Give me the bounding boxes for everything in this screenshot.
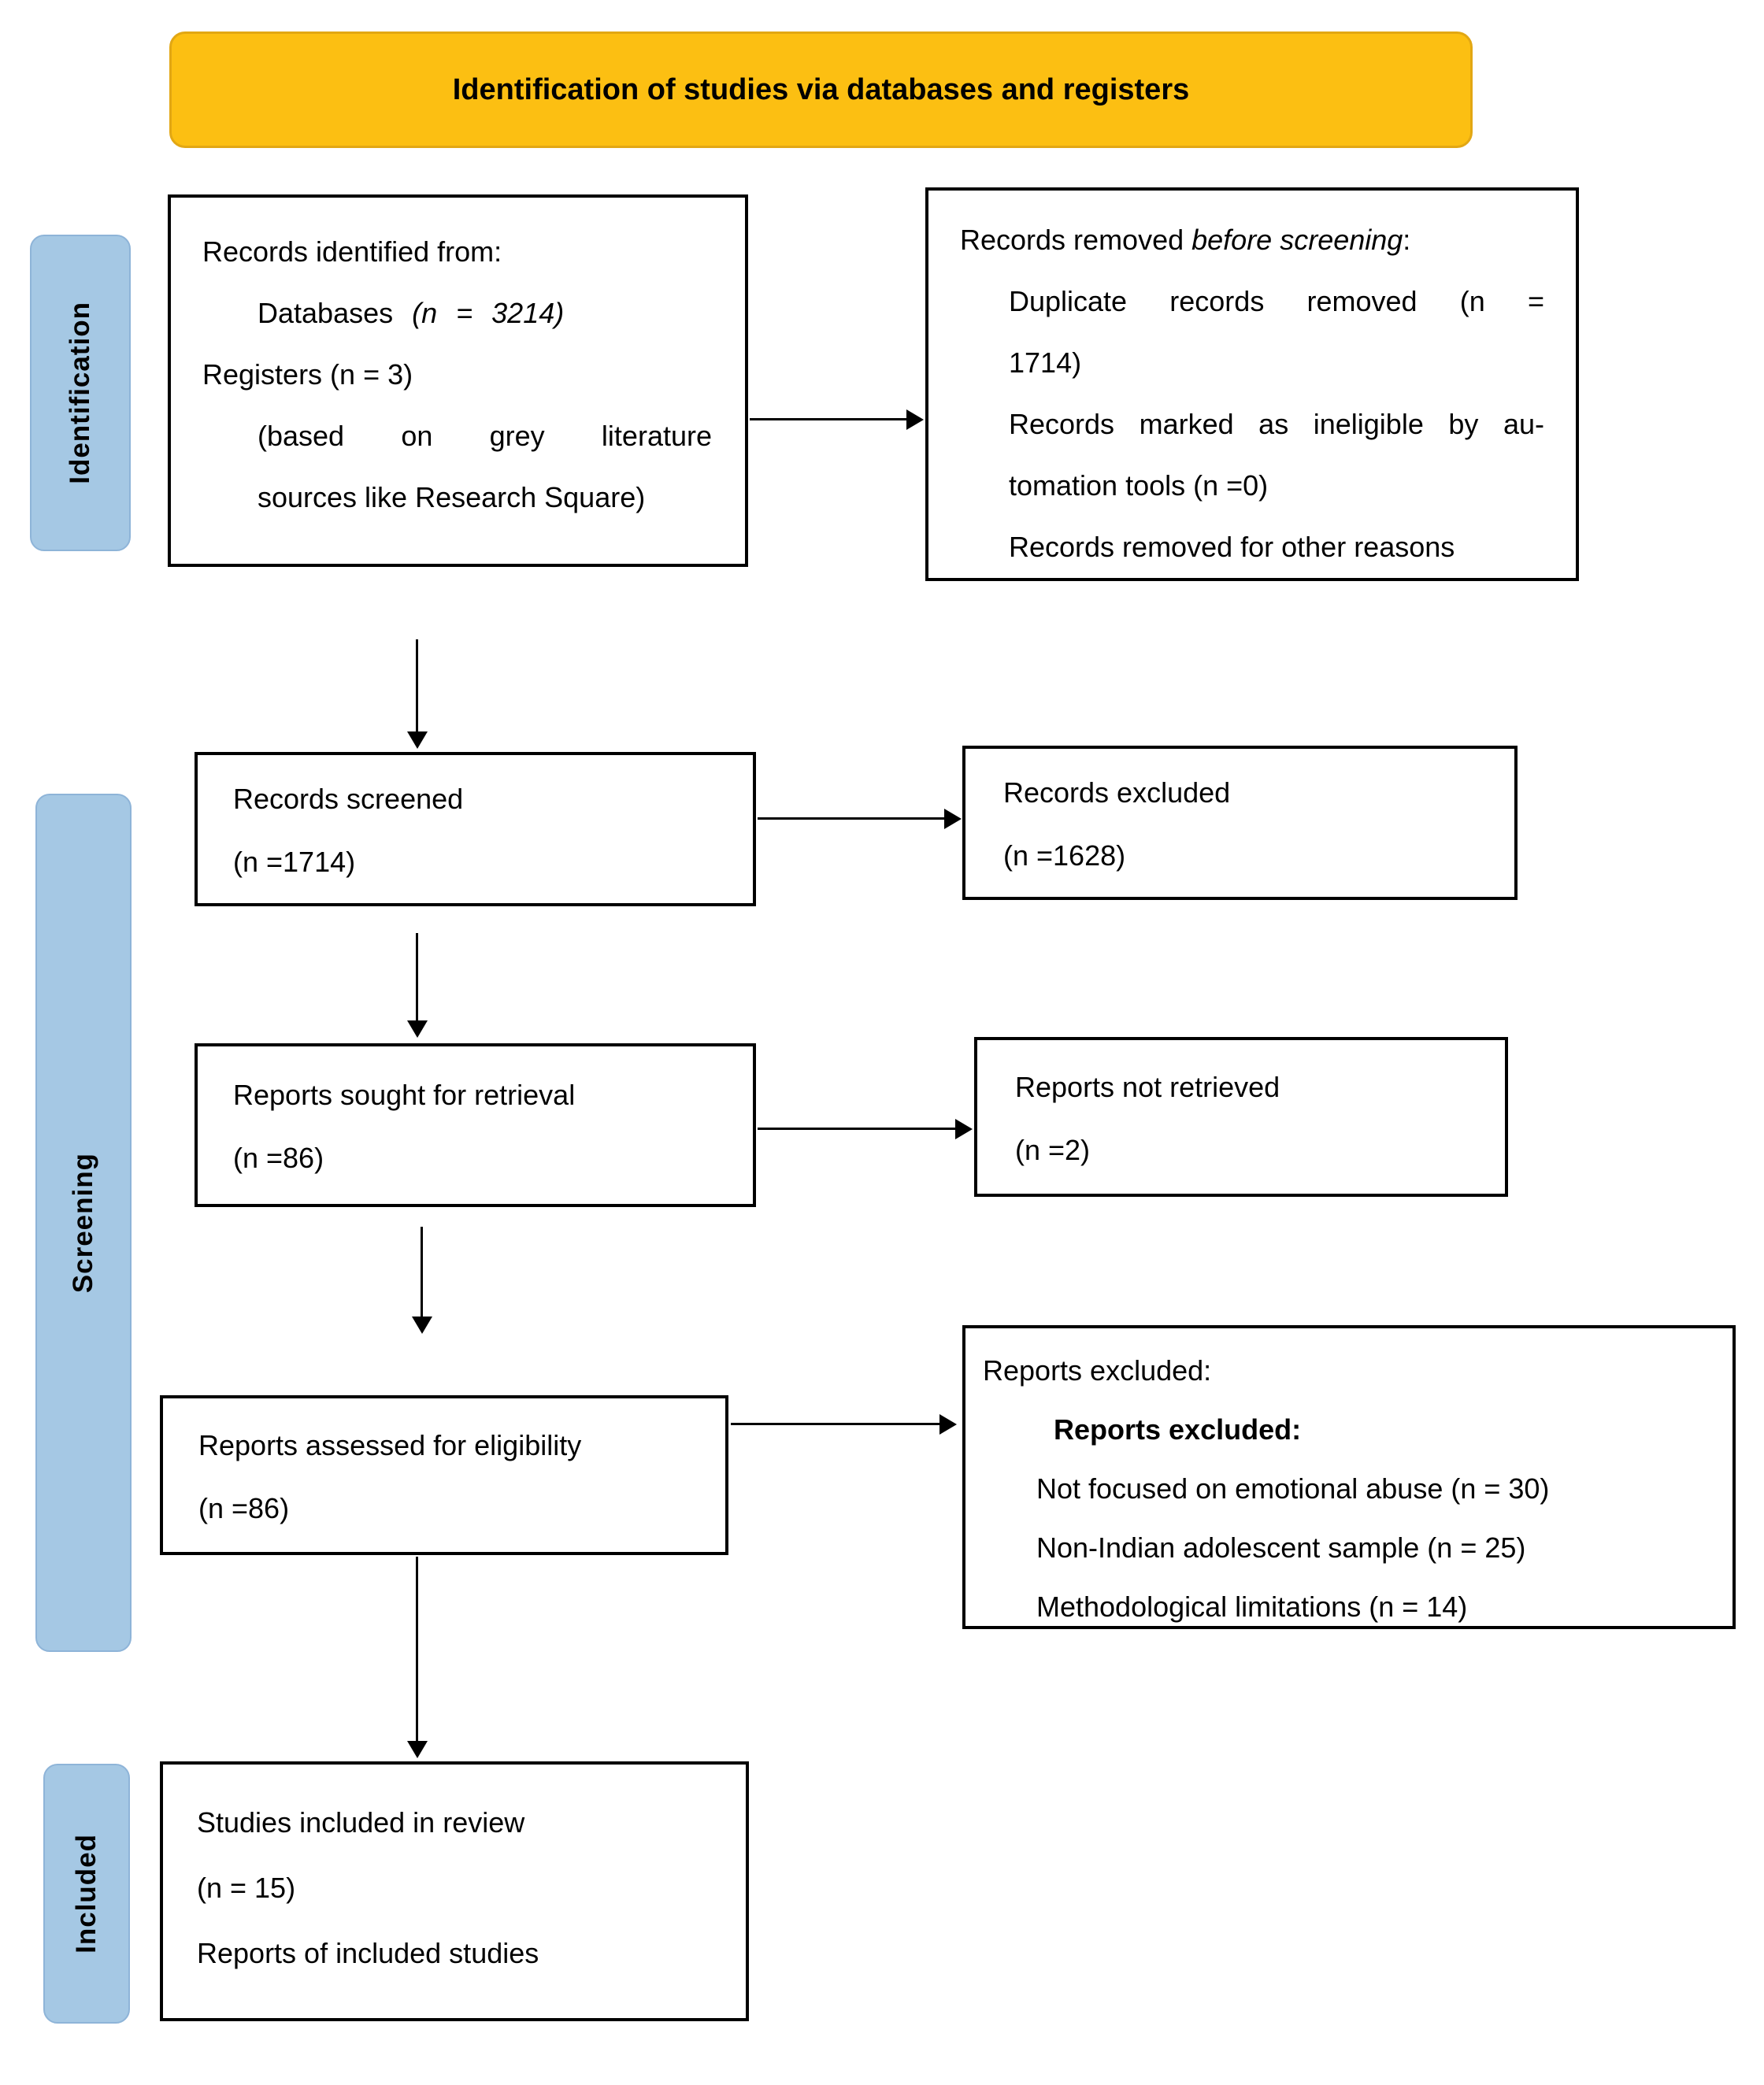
arrow-screened-to-sought <box>416 933 418 1021</box>
reports-not-retrieved-count: (n =2) <box>1015 1134 1091 1166</box>
records-identified-line2 <box>258 283 712 344</box>
records-screened-line1: Records screened <box>233 783 464 815</box>
reports-sought-line1: Reports sought for retrieval <box>233 1079 576 1111</box>
box-reports-not-retrieved <box>974 1037 1508 1197</box>
records-removed-title-suffix: : <box>1403 224 1411 256</box>
reports-not-retrieved-line1: Reports not retrieved <box>1015 1071 1280 1103</box>
records-removed-title-italic: before screening <box>1191 224 1403 256</box>
arrow-assessed-to-reports-excluded <box>731 1423 940 1425</box>
reports-excluded-line2: Reports excluded: <box>1054 1413 1302 1446</box>
studies-included-line1: Studies included in review <box>197 1806 525 1839</box>
records-screened-count: (n =1714) <box>233 846 356 878</box>
arrow-sought-to-assessed <box>421 1227 423 1317</box>
stage-label-identification-text: Identification <box>65 302 95 484</box>
records-removed-title-prefix: Records removed <box>960 224 1192 256</box>
records-removed-item2-line2: tomation tools (n =0) <box>1009 469 1269 502</box>
records-removed-item2-line1: Records marked as ineligible by au- <box>1009 408 1544 440</box>
diagram-title: Identification of studies via databases and registers <box>169 31 1473 148</box>
reports-assessed-count: (n =86) <box>198 1492 290 1524</box>
records-identified-line5: sources like Research Square) <box>258 481 646 513</box>
box-records-removed <box>925 187 1579 581</box>
databases-count: (n = 3214) <box>412 297 565 329</box>
box-records-identified <box>168 194 748 567</box>
stage-label-screening-text: Screening <box>68 1152 98 1294</box>
stage-label-identification <box>30 235 131 551</box>
records-removed-item1-line1: Duplicate records removed (n = <box>1009 285 1544 317</box>
stage-label-screening <box>35 794 132 1652</box>
records-identified-line3: Registers (n = 3) <box>202 358 413 391</box>
studies-included-line3: Reports of included studies <box>197 1937 539 1969</box>
arrow-screened-to-excluded <box>758 817 945 820</box>
reports-excluded-item2: Non-Indian adolescent sample (n = 25) <box>1036 1531 1526 1564</box>
box-reports-assessed <box>160 1395 728 1555</box>
stage-label-included <box>43 1764 130 2024</box>
box-records-excluded <box>962 746 1518 900</box>
box-reports-sought <box>195 1043 756 1207</box>
box-studies-included <box>160 1761 749 2021</box>
databases-label: Databases <box>258 297 413 329</box>
records-removed-title <box>960 209 1544 271</box>
arrow-identified-to-removed <box>750 418 907 420</box>
reports-assessed-line1: Reports assessed for eligibility <box>198 1429 582 1461</box>
reports-sought-count: (n =86) <box>233 1142 324 1174</box>
box-reports-excluded <box>962 1325 1736 1629</box>
arrow-sought-to-not-retrieved <box>758 1128 956 1130</box>
studies-included-count: (n = 15) <box>197 1872 296 1904</box>
records-excluded-line1: Records excluded <box>1003 776 1231 809</box>
records-identified-line4: (based on grey literature <box>258 420 712 452</box>
reports-excluded-item1: Not focused on emotional abuse (n = 30) <box>1036 1472 1550 1505</box>
arrow-assessed-to-included <box>416 1557 418 1742</box>
reports-excluded-item3: Methodological limitations (n = 14) <box>1036 1591 1468 1623</box>
stage-label-included-text: Included <box>71 1834 102 1954</box>
records-removed-item3: Records removed for other reasons <box>1009 531 1455 563</box>
records-removed-item1-line2: 1714) <box>1009 346 1082 379</box>
arrow-identified-to-screened <box>416 639 418 732</box>
reports-excluded-line1: Reports excluded: <box>983 1354 1212 1387</box>
records-identified-line1: Records identified from: <box>202 235 502 268</box>
box-records-screened <box>195 752 756 906</box>
records-excluded-count: (n =1628) <box>1003 839 1126 872</box>
